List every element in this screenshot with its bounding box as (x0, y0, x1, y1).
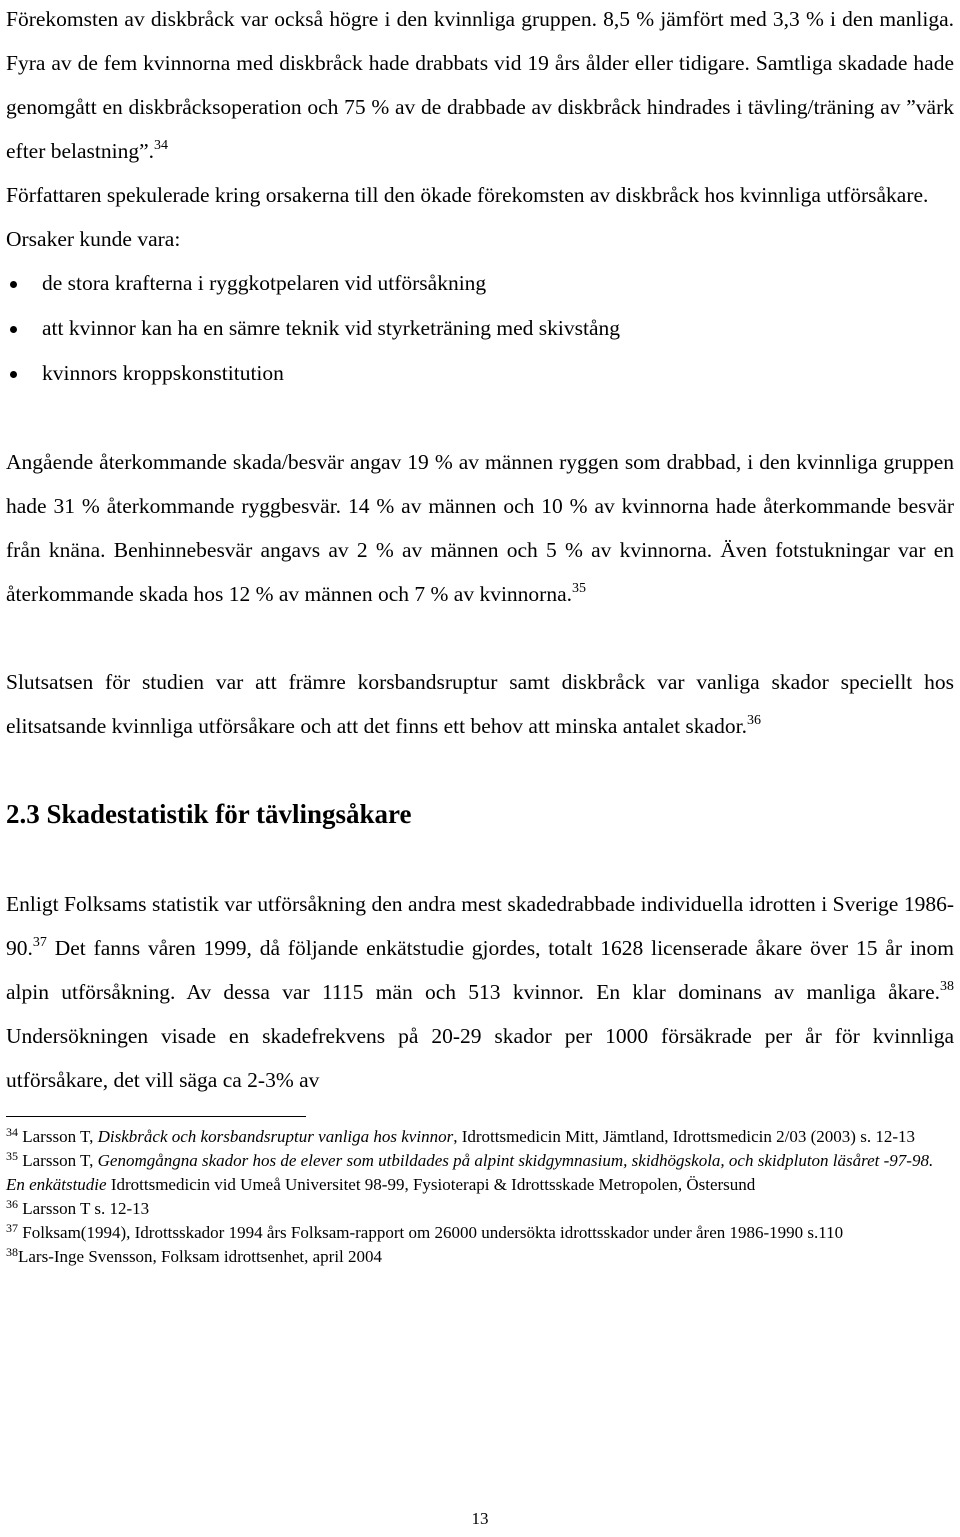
footnote-ref-38[interactable]: 38 (940, 979, 954, 994)
spacer (6, 616, 954, 660)
list-item (6, 261, 954, 306)
paragraph-text: Förekomsten av diskbråck var också högre i den kvinnliga gruppen. 8,5 % jämfört med 3,3 % i den manliga. Fyra av de fem kvinnorna med diskbråck hade drabbats vid 19 års ålder eller tidigare. Samtliga skadade hade genomgått en diskbråcksoperation och 75 % av de drabbade av diskbråck hindrades i tävling/träning av ”värk efter belastning”. (6, 7, 954, 163)
footnote-38 (6, 1245, 954, 1269)
footnote-ref-35[interactable]: 35 (572, 581, 587, 596)
spacer (6, 1102, 954, 1116)
bullet-icon (10, 326, 17, 333)
footnote-number: 34 (6, 1125, 18, 1139)
footnote-text: Folksam(1994), Idrottsskador 1994 års Folksam-rapport om 26000 undersökta idrottsskador under åren 1986-1990 s.110 (22, 1223, 844, 1242)
footnote-ref-36[interactable]: 36 (746, 713, 761, 728)
footnote-36 (6, 1197, 954, 1221)
causes-list (6, 261, 954, 396)
footnote-title: Diskbråck och korsbandsruptur vanliga hos kvinnor (97, 1127, 454, 1146)
paragraph-text: Det fanns våren 1999, då följande enkätstudie gjordes, totalt 1628 licenserade åkare över 15 år inom alpin utförsåkning. Av dessa var 1115 män och 513 kvinnor. En klar dominans av manliga åkare. (6, 936, 955, 1004)
paragraph-conclusion (6, 660, 954, 748)
footnote-number: 38 (6, 1245, 18, 1259)
bullet-icon (10, 371, 17, 378)
footnote-number: 36 (6, 1197, 18, 1211)
paragraph-speculation: Författaren spekulerade kring orsakerna till den ökade förekomsten av diskbråck hos kvinnliga utförsåkare. (6, 183, 929, 207)
list-item (6, 306, 954, 351)
paragraph-text: Angående återkommande skada/besvär angav 19 % av männen ryggen som drabbad, i den kvinnliga gruppen hade 31 % återkommande ryggbesvär. 14 % av männen och 10 % av kvinnorna hade återkommande besvär från knäna. Benhinnebesvär angavs av 2 % av männen och 5 % av kvinnorna. Även fotstukningar var en återkommande skada hos 12 % av männen och 7 % av kvinnorna. (6, 450, 954, 606)
footnote-35 (6, 1149, 954, 1197)
list-item-text: kvinnors kroppskonstitution (42, 361, 284, 385)
spacer (6, 836, 954, 882)
paragraph-text: Slutsatsen för studien var att främre korsbandsruptur samt diskbråck var vanliga skador speciellt hos elitsatsande kvinnliga utförsåkare och att det finns ett behov att minska antalet skador. (6, 670, 954, 738)
footnote-text: Larsson T, (22, 1127, 94, 1146)
list-item (6, 351, 954, 396)
footnote-ref-34[interactable]: 34 (154, 138, 169, 153)
paragraph-causes-intro: Orsaker kunde vara: (6, 227, 181, 251)
paragraph-diskbrack (6, 0, 954, 173)
spacer (6, 748, 954, 792)
bullet-icon (10, 281, 17, 288)
footnote-number: 35 (6, 1149, 18, 1163)
footnote-number: 37 (6, 1221, 18, 1235)
footnote-ref-37[interactable]: 37 (32, 935, 47, 950)
footnote-text: Lars-Inge Svensson, Folksam idrottsenhet, april 2004 (18, 1247, 383, 1266)
paragraph-statistics (6, 882, 954, 1102)
spacer (6, 396, 954, 440)
footnote-text: , Idrottsmedicin Mitt, Jämtland, Idrottsmedicin 2/03 (2003) s. 12-13 (453, 1127, 915, 1146)
footnote-37 (6, 1221, 954, 1245)
paragraph-recurring-injuries (6, 440, 954, 616)
list-item-text: att kvinnor kan ha en sämre teknik vid styrketräning med skivstång (42, 316, 620, 340)
section-heading: 2.3 Skadestatistik för tävlingsåkare (6, 799, 412, 829)
footnote-title: Genomgångna skador hos de elever som utbildades på alpint skidgymnasium, skidhögskola, och skidpluton läsåret -97-98. En enkätstudie (6, 1151, 934, 1194)
page-number: 13 (471, 1509, 489, 1528)
paragraph-text: Enligt Folksams statistik var utförsåkning den andra mest skadedrabbade individuella idrotten i Sverige 1986-90. (6, 892, 954, 960)
list-item-text: de stora krafterna i ryggkotpelaren vid utförsåkning (42, 271, 487, 295)
spacer (6, 1117, 954, 1125)
footnote-text: Larsson T s. 12-13 (22, 1199, 150, 1218)
footnote-text: Idrottsmedicin vid Umeå Universitet 98-99, Fysioterapi & Idrottsskade Metropolen, Östersund (110, 1175, 756, 1194)
paragraph-text: Undersökningen visade en skadefrekvens på 20-29 skador per 1000 försäkrade per år för kvinnliga utförsåkare, det vill säga ca 2-3% av (6, 1024, 954, 1092)
footnote-34 (6, 1125, 954, 1149)
footnote-text: Larsson T, (22, 1151, 94, 1170)
